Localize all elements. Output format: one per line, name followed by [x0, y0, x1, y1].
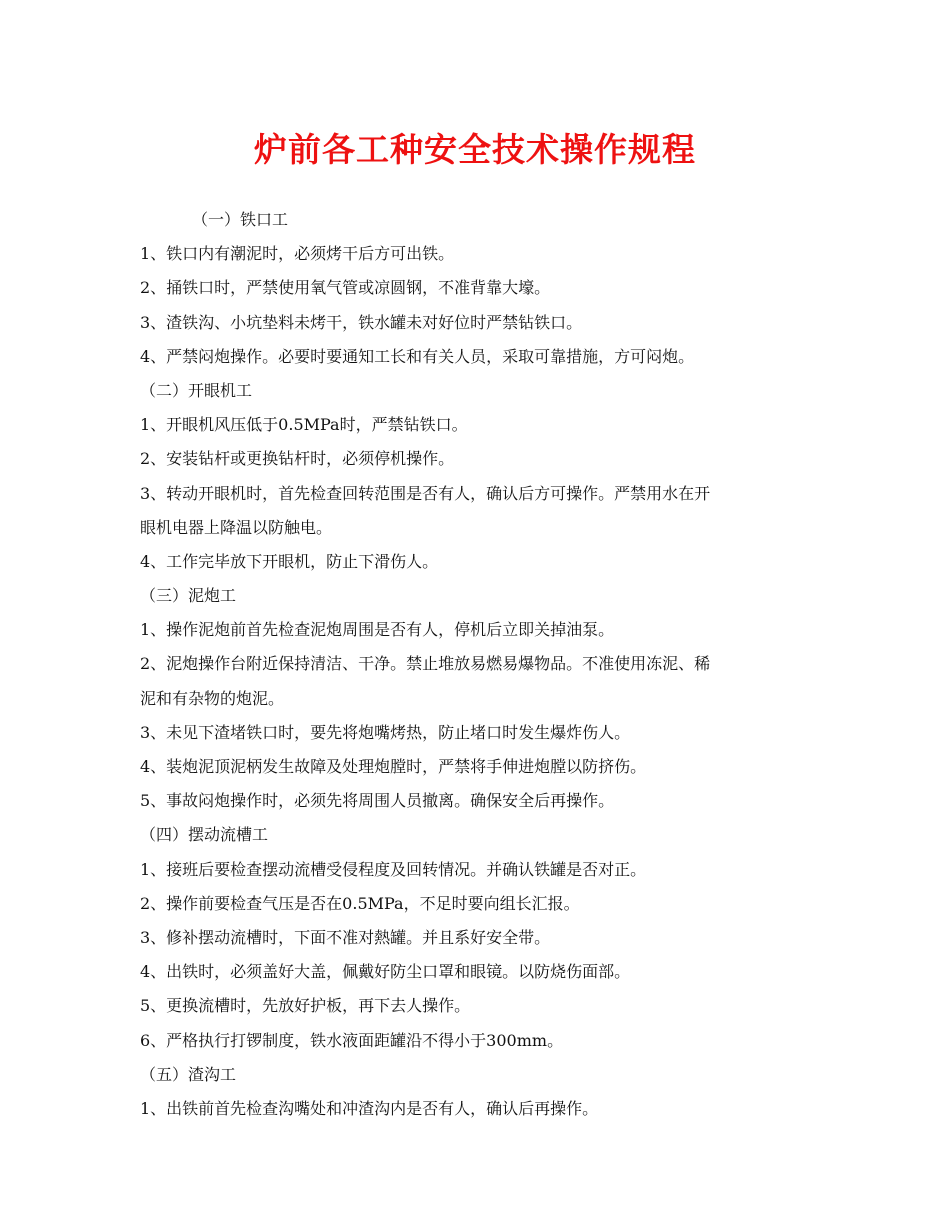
list-item: 5、更换流槽时，先放好护板，再下去人操作。 — [140, 996, 471, 1016]
list-item: 2、捅铁口时，严禁使用氧气管或凉圆钢，不准背靠大壕。 — [140, 278, 551, 298]
section-heading: （四）摆动流槽工 — [140, 825, 269, 845]
list-item: 4、出铁时，必须盖好大盖，佩戴好防尘口罩和眼镜。以防烧伤面部。 — [140, 962, 631, 982]
list-item: 6、严格执行打锣制度，铁水液面距罐沿不得小于300mm。 — [140, 1030, 564, 1050]
document-body — [140, 203, 820, 1126]
document-title: 炉前各工种安全技术操作规程 — [254, 130, 696, 169]
list-item: 2、安装钻杆或更换钻杆时，必须停机操作。 — [140, 449, 455, 469]
list-item: 1、开眼机风压低于0.5MPa时，严禁钻铁口。 — [140, 415, 468, 435]
list-item: 5、事故闷炮操作时，必须先将周围人员撤离。确保安全后再操作。 — [140, 791, 615, 811]
list-item: 4、严禁闷炮操作。必要时要通知工长和有关人员，采取可靠措施，方可闷炮。 — [140, 346, 695, 366]
section-heading: （三）泥炮工 — [140, 586, 237, 606]
list-item: 1、出铁前首先检查沟嘴处和冲渣沟内是否有人，确认后再操作。 — [140, 1098, 599, 1118]
list-item: 1、铁口内有潮泥时，必须烤干后方可出铁。 — [140, 244, 455, 264]
list-item: 4、工作完毕放下开眼机，防止下滑伤人。 — [140, 551, 439, 571]
list-item: 3、未见下渣堵铁口时，要先将炮嘴烤热，防止堵口时发生爆炸伤人。 — [140, 722, 631, 742]
list-item: 3、渣铁沟、小坑垫料未烤干，铁水罐未对好位时严禁钻铁口。 — [140, 312, 583, 332]
list-item: 3、转动开眼机时，首先检查回转范围是否有人，确认后方可操作。严禁用水在开 — [140, 483, 711, 503]
list-item-continuation: 泥和有杂物的炮泥。 — [140, 688, 285, 708]
list-item: 1、接班后要检查摆动流槽受侵程度及回转情况。并确认铁罐是否对正。 — [140, 859, 647, 879]
list-item: 1、操作泥炮前首先检查泥炮周围是否有人，停机后立即关掉油泵。 — [140, 620, 615, 640]
list-item: 2、泥炮操作台附近保持清洁、干净。禁止堆放易燃易爆物品。不准使用冻泥、稀 — [140, 654, 711, 674]
list-item: 4、装炮泥顶泥柄发生故障及处理炮膛时，严禁将手伸进炮膛以防挤伤。 — [140, 757, 647, 776]
list-item: 2、操作前要检查气压是否在0.5MPa，不足时要向组长汇报。 — [140, 893, 580, 913]
list-item-continuation: 眼机电器上降温以防触电。 — [140, 517, 333, 537]
section-heading: （一）铁口工 — [192, 210, 289, 229]
section-heading: （二）开眼机工 — [140, 380, 253, 400]
list-item: 3、修补摆动流槽时，下面不准对熱罐。并且系好安全带。 — [140, 927, 551, 947]
section-heading: （五）渣沟工 — [140, 1064, 237, 1084]
